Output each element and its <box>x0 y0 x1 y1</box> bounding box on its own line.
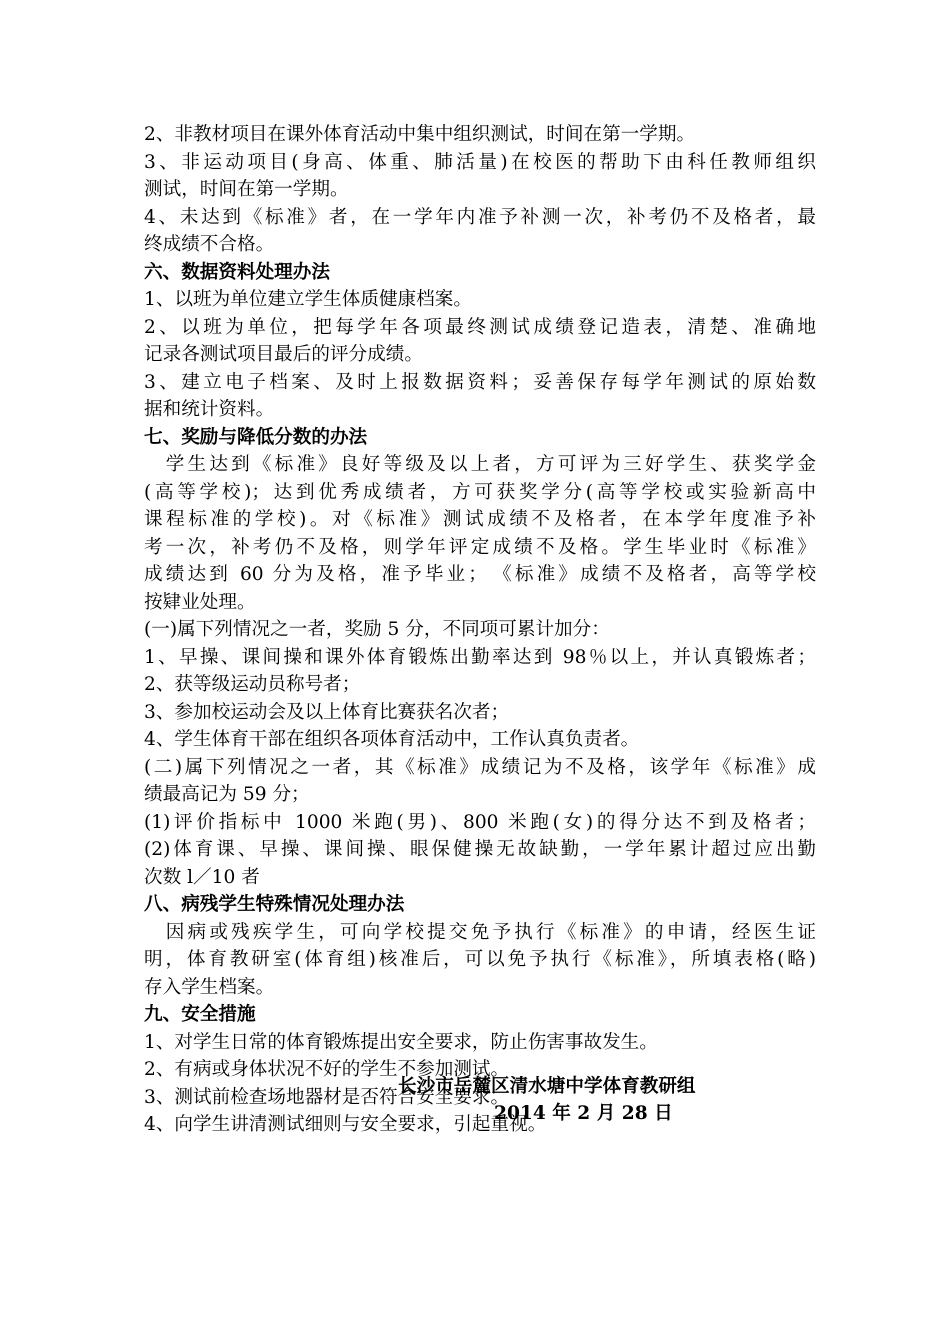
body-text-line: 成绩达到 60 分为及格，准予毕业； 《标准》成绩不及格者，高等学校 <box>144 564 816 585</box>
body-text-line: 明，体育教研室(体育组)核准后，可以免予执行《标准》，所填表格(略) <box>144 949 816 970</box>
body-text-line: 3、非运动项目(身高、体重、肺活量)在校医的帮助下由科任教师组织 <box>144 151 816 173</box>
body-text-line: 据和统计资料。 <box>144 399 275 420</box>
body-text-line: 4、未达到《标准》者，在一学年内准予补测一次，补考仍不及格者，最 <box>144 206 816 228</box>
body-text-line: 记录各测试项目最后的评分成绩。 <box>144 344 423 365</box>
document-body <box>144 121 816 1139</box>
body-text-line: 2、非教材项目在课外体育活动中集中组织测试，时间在第一学期。 <box>144 124 696 145</box>
body-text-line: 3、测试前检查场地器材是否符合安全要求。 <box>144 1086 510 1108</box>
signature-date: 2014 年 2 月 28 日 <box>494 1103 673 1124</box>
body-text-line: 测试，时间在第一学期。 <box>144 179 349 200</box>
body-text-line: 次数 l／10 者 <box>144 866 260 888</box>
body-text-line: 4、向学生讲清测试细则与安全要求，引起重视。 <box>144 1114 547 1135</box>
body-text-line: 绩最高记为 59 分； <box>144 784 310 805</box>
body-text-line: (二)属下列情况之一者，其《标准》成绩记为不及格，该学年《标准》成 <box>144 756 816 778</box>
body-text-line: 存入学生档案。 <box>144 976 275 998</box>
body-text-line: 终成绩不合格。 <box>144 234 275 255</box>
body-text-line: (2)体育课、早操、课间操、眼保健操无故缺勤，一学年累计超过应出勤 <box>144 839 816 860</box>
section-heading: 六、数据资料处理办法 <box>144 261 330 283</box>
body-text-line: 2、以班为单位，把每学年各项最终测试成绩登记造表，清楚、准确地 <box>144 316 816 338</box>
body-text-line: (1)评价指标中 1000 米跑(男)、800 米跑(女)的得分达不到及格者； <box>144 811 816 833</box>
body-text-line: 1、以班为单位建立学生体质健康档案。 <box>144 289 472 310</box>
signature-organization: 长沙市岳麓区清水塘中学体育教研组 <box>398 1076 696 1097</box>
body-text-line: (高等学校)；达到优秀成绩者，方可获奖学分(高等学校或实验新高中 <box>144 481 816 503</box>
body-text-line: 2、获等级运动员称号者； <box>144 674 361 695</box>
body-text-line: 按肄业处理。 <box>144 591 256 613</box>
body-text-line: (一)属下列情况之一者，奖励 5 分，不同项可累计加分： <box>144 619 610 640</box>
body-text-line: 1、对学生日常的体育锻炼提出安全要求，防止伤害事故发生。 <box>144 1031 658 1053</box>
section-heading: 九、安全措施 <box>144 1004 256 1025</box>
body-text-line: 2、有病或身体状况不好的学生不参加测试。 <box>144 1059 510 1080</box>
body-text-line: 学生达到《标准》良好等级及以上者，方可评为三好学生、获奖学金 <box>144 454 816 475</box>
body-text-line: 3、参加校运动会及以上体育比赛获名次者； <box>144 701 510 723</box>
body-text-line: 4、学生体育干部在组织各项体育活动中，工作认真负责者。 <box>144 729 640 750</box>
body-text-line: 3、建立电子档案、及时上报数据资料；妥善保存每学年测试的原始数 <box>144 371 816 393</box>
body-text-line: 1、早操、课间操和课外体育锻炼出勤率达到 98％以上，并认真锻炼者； <box>144 646 816 668</box>
body-text-line: 考一次，补考仍不及格，则学年评定成绩不及格。学生毕业时《标准》 <box>144 536 816 558</box>
section-heading: 八、病残学生特殊情况处理办法 <box>144 894 405 915</box>
body-text-line: 因病或残疾学生，可向学校提交免予执行《标准》的申请，经医生证 <box>144 921 816 943</box>
section-heading: 七、奖励与降低分数的办法 <box>144 426 368 448</box>
body-text-line: 课程标准的学校)。对《标准》测试成绩不及格者，在本学年度准予补 <box>144 509 816 530</box>
